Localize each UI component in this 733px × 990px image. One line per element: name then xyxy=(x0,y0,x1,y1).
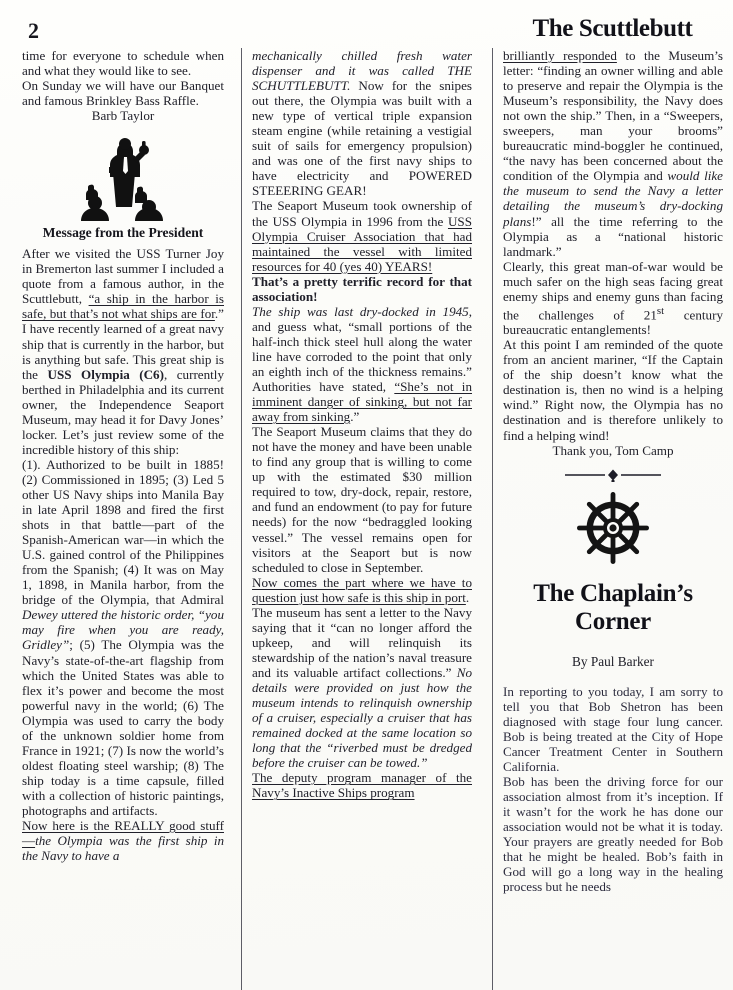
signature-barb-taylor: Barb Taylor xyxy=(91,108,155,124)
chaplains-corner-body xyxy=(503,684,723,895)
signature-tom-camp: Thank you, Tom Camp xyxy=(552,442,674,458)
middle-paragraph-5 xyxy=(252,575,472,605)
president-paragraph-1 xyxy=(22,246,224,457)
brilliantly-responded-underline: brilliantly responded xyxy=(503,48,617,63)
page-title: The Scuttlebutt xyxy=(532,15,693,42)
section-heading-message-from-president: Message from the President xyxy=(42,225,204,241)
text-run: .” I have recently learned of a great navy ship that is currently in the harbor, but is anything but safe. This great ship is the xyxy=(22,306,224,382)
column-middle xyxy=(232,48,486,990)
chaplain-heading-line-2: Corner xyxy=(575,607,651,635)
text-run: The museum has sent a letter to the Navy saying that it “can no longer afford the upkeep, and will relinquish its stewardship of the nation’s naval treasure and its valuable artifact collections.” xyxy=(252,604,472,680)
chaplain-heading-line-1: The Chaplain’s xyxy=(533,579,693,607)
right-paragraph-3: At this point I am reminded of the quote from an ancient mariner, “If the Captain of the ship doesn’t know what the destination is, then no wind is a helping wind.” Right now, the Olympia has no destination and is therefore unlikely to find a helping wind! xyxy=(503,337,723,443)
text-run: century bureaucratic entanglements! xyxy=(503,307,723,338)
column-right xyxy=(486,48,733,990)
three-column-body xyxy=(0,48,733,990)
chaplain-paragraph-2: Bob has been the driving force for our association almost from it’s inception. If it wasn’t for the work he has done our association would not be what it is today. Your prayers are greatly needed for Bob that he might be healed. Bob’s faith in God will go a long way in the healing process but he needs xyxy=(503,773,723,895)
chaplain-paragraph-1: In reporting to you today, I am sorry to tell you that Bob Shetron has been diagnosed with stage four lung cancer. Bob is being treated at the City of Hope Cancer Treatment Center in Southern California. xyxy=(503,683,723,774)
sinking-quote-underline: “She’s not in imminent danger of sinking, but not far away from sinking xyxy=(252,379,472,425)
paragraph-continued: time for everyone to schedule when and what they would like to see. xyxy=(22,48,224,79)
safe-in-port-underline: Now comes the part where we have to question just how safe is this ship in port xyxy=(252,574,472,605)
president-paragraph-2 xyxy=(22,457,224,818)
right-paragraph-1 xyxy=(503,48,723,259)
right-paragraph-2 xyxy=(503,259,723,338)
cruiser-association-underline: USS Olympia Cruiser Association that had maintained the vessel with limited resources for 40 (yes 40) YEARS! xyxy=(252,213,472,274)
paragraph-sunday: On Sunday we will have our Banquet and famous Brinkley Bass Raffle. xyxy=(22,78,224,109)
speaker-at-podium-icon xyxy=(22,137,224,221)
middle-paragraph-1 xyxy=(252,48,472,198)
really-good-stuff-underline: Now here is the REALLY good stuff— xyxy=(22,818,224,849)
middle-paragraph-4: The Seaport Museum claims that they do not have the money and have been unable to find any group that is willing to come up with the estimated $30 million required to tow, dry-dock, repair, restore, and fund an endowment (to pay for future needs) for the now “bedraggled looking vessel.” The vessel remains open for visitors at the Seaport but is now scheduled to close in September. xyxy=(252,424,472,575)
text-run: to the Museum’s letter: “finding an owner willing and able to preserve and repair the Olympia is the Museum’s responsibility, the Navy does not own the ship.” Then, in a “Sweepers, sweepers, man your brooms” bureaucratic mind-boggler he continued, “the navy has been concerned about the condition of the Olympia and xyxy=(503,48,723,184)
diamond-rule-ornament xyxy=(503,466,723,484)
middle-paragraph-6 xyxy=(252,605,472,771)
scuttlebutt-origin-italic: mechanically chilled fresh water dispenser and it was called THE SCHUTTLEBUTT. xyxy=(252,48,472,94)
text-run: !” all the time referring to the Olympia as a “national historic landmark.” xyxy=(503,213,723,259)
president-paragraph-3 xyxy=(22,818,224,863)
text-run: . xyxy=(465,589,470,605)
text-run: The Seaport Museum took ownership of the USS Olympia in 1996 from the xyxy=(252,198,472,229)
text-run: After we visited the USS Turner Joy in Bremerton last summer I included a quote from a famous author, in the Scuttlebutt, xyxy=(22,246,224,307)
dewey-quote-italic: Dewey uttered the historic order, “you may fire when you are ready, Gridley” xyxy=(22,607,224,653)
text-run: , currently berthed in Philadelphia and its current owner, the Independence Seaport Museum, may head it for Davy Jones’ locker. Let’s just review some of the incredible history of this ship: xyxy=(22,366,224,457)
middle-paragraph-3 xyxy=(252,304,472,424)
text-run: Clearly, this great man-of-war would be much safer on the high seas facing great enemy ships and enemy guns than facing the challenges of 21 xyxy=(503,258,723,323)
page-number: 2 xyxy=(28,18,39,43)
drydock-italic: The ship was last dry-docked in 1945 xyxy=(252,303,469,319)
middle-paragraph-2-bold: That’s a pretty terrific record for that association! xyxy=(252,273,472,304)
no-details-italic: No details were provided on just how the museum intends to relinquish ownership of a cruiser, especially a cruiser that has remained docked at the same location so long that the “riverbed must be dredged before the cruiser can be towed.” xyxy=(252,664,472,771)
underlined-quote: “a ship in the harbor is safe, but that’s not what ships are for xyxy=(22,291,224,322)
middle-paragraph-2 xyxy=(252,198,472,273)
ordinal-superscript: st xyxy=(656,304,665,317)
text-run: Now for the snipes out there, the Olympia was built with a new type of vertical triple expansion steam engine (while retaining a vestigial suit of sails for emergency propulsion) and was one of the first navy ships to have electricity and POWERED STEEERING GEAR! xyxy=(252,78,472,199)
text-run: ; (5) The Olympia was the Navy’s state-of-the-art flagship from which the United States was able to flex it’s power and become the most powerful navy in the world; (6) The Olympia was used to carry the body of the unknown soldier home from France in 1921; (7) Is now the world’s oldest floating steel warship; (8) The ship today is a time capsule, filled with a collection of historic paintings, photographs and artifacts. xyxy=(22,637,224,818)
middle-paragraph-7-underline: The deputy program manager of the Navy’s Inactive Ships program xyxy=(252,770,472,801)
text-run: .” xyxy=(350,409,360,425)
byline-paul-barker: By Paul Barker xyxy=(572,653,654,669)
ship-name-bold: USS Olympia (C6) xyxy=(47,366,164,382)
text-run: (1). Authorized to be built in 1885! (2) Commissioned in 1895; (3) Led 5 other US Navy ships into Manila Bay in late April 1898 and fired the first shots in that battle—part of the Spanish-American war—in which the U.S. gained control of the Philippines from the Spanish; (4) It was on May 1, 1898, in Manila harbor, from the bridge of the Olympia, that Admiral xyxy=(22,456,224,608)
column-left xyxy=(0,48,232,990)
first-ship-italic: the Olympia was the first ship in the Navy to have a xyxy=(22,833,224,864)
masthead xyxy=(0,0,733,48)
section-heading-chaplains-corner xyxy=(503,580,723,636)
text-run: , and guess what, “small portions of the half-inch thick steel hull along the water line have corroded to the point that only an eighth inch of the thickness remains.” Authorities have stated, xyxy=(252,303,472,395)
ships-wheel-icon xyxy=(503,486,723,570)
navy-letter-italic: would like the museum to send the Navy a letter detailing the museum’s dry-docking plans xyxy=(503,168,723,229)
